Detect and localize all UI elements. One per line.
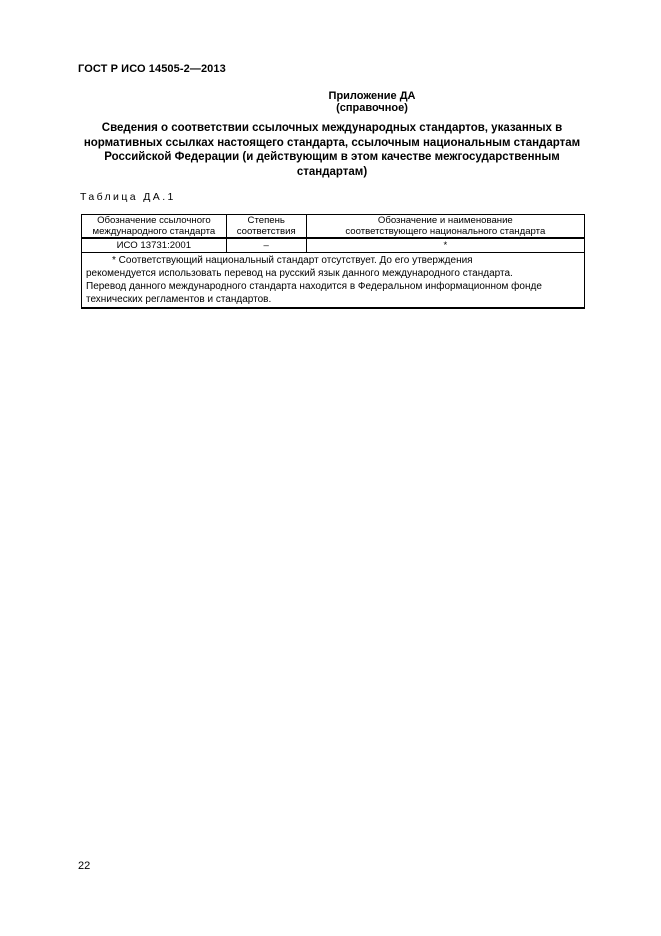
header-line: соответствующего национального стандарта [345,226,546,237]
annex-title-text: Приложение ДА [328,90,416,102]
footnote-line: Перевод данного международного стандарта находится в Федеральном информационном фонде [86,281,542,292]
table-footnote-row [82,253,585,309]
header-line: Обозначение и наименование [377,215,513,226]
cell-international-standard: ИСО 13731:2001 [82,238,227,253]
document-standard-code: ГОСТ Р ИСО 14505-2—2013 [78,63,226,75]
annex-heading [80,121,584,179]
header-line: Обозначение ссылочного [97,215,211,226]
header-line: международного стандарта [92,226,216,237]
annex-subtitle [80,102,584,114]
annex-heading-line: стандартам) [296,165,368,178]
header-line: соответствия [236,226,296,237]
table-footnote [82,253,585,309]
header-line: Степень [247,215,285,226]
annex-subtitle-text: (справочное) [336,102,408,114]
header-national-standard [306,215,584,239]
correspondence-table [81,214,585,309]
annex-title [80,90,584,102]
footnote-line: рекомендуется использовать перевод на русский язык данного международного стандарта. [86,268,513,279]
footnote-line: * Соответствующий национальный стандарт отсутствует. До его утверждения [112,255,473,266]
cell-correspondence-degree: – [226,238,306,253]
annex-heading-line: Сведения о соответствии ссылочных международных стандартов, указанных в [101,122,563,134]
header-correspondence-degree [226,215,306,239]
cell-national-standard: * [306,238,584,253]
annex-heading-line: Российской Федерации (и действующим в этом качестве межгосударственным [104,151,560,164]
table-caption: Таблица ДА.1 [80,191,176,203]
footnote-line: технических регламентов и стандартов. [86,294,272,305]
header-international-standard [82,215,227,239]
table-header-row [82,215,585,239]
annex-heading-line: нормативных ссылках настоящего стандарта, ссылочным национальным стандартам [83,136,581,149]
page-number: 22 [78,860,91,872]
table-row [82,238,585,253]
